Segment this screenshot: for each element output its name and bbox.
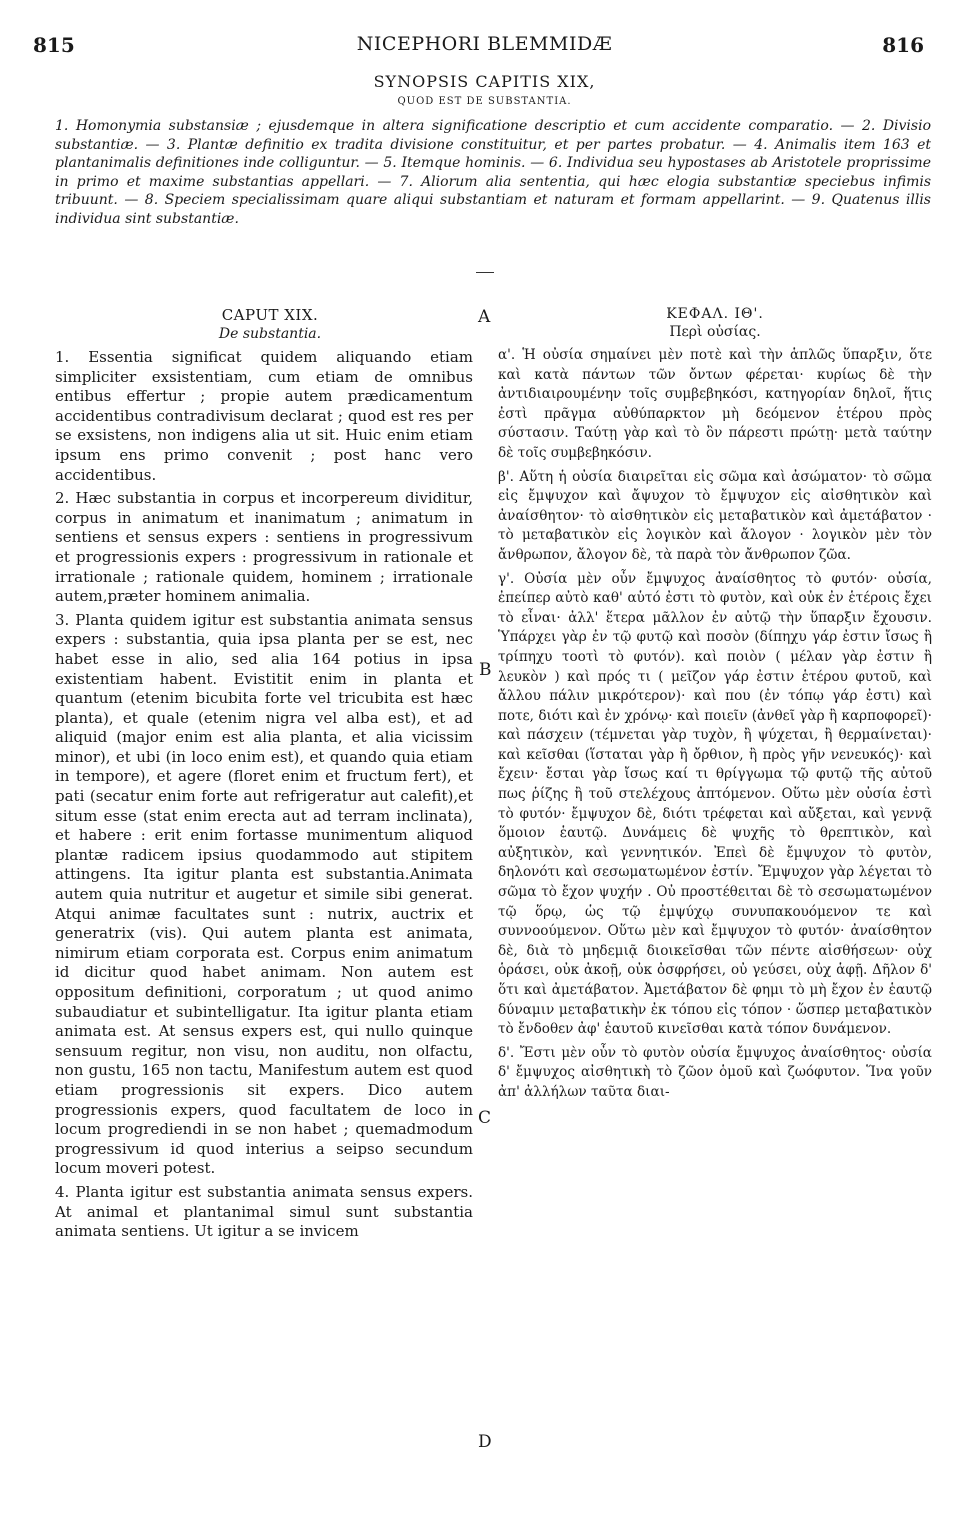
latin-paragraph-3: 3. Planta quidem igitur est substantia animata sensus expers : substantia, quia ipsa planta per se est, nec habet esse in alio, sed alia 164 potius in ipsa existentiam habent. Evistitit enim in planta et quantum (etenim bicubita forte vel tricubita est hæc planta), et quale (etenim nigra vel alba est), et ad aliquid (major enim est alia planta, et alia vicissim minor), et ubi (in loco enim est), et quando quia etiam in tempore), et agere (floret enim et fructum fert), et pati (secatur enim forte aut refrigeratur aut calefit),et situm esse (stat enim erecta aut ad terram inclinata), et habere : erit enim fortasse munimentum aliquod plantæ radicem ipsius quodammodo aut stipitem attingens. Ita igitur planta est substantia.Animata autem quia nutritur et augetur et simile sibi generat. Atqui animæ facultates sunt : nutrix, auctrix et generatrix (vis). Qui autem planta est animata, nimirum etiam corporata est. Corpus enim animatum id dicitur quod habet animam. Non autem est oppositum definitioni, corporatum ; ut quod animo subaudiatur et subintelligatur. Ita igitur planta etiam animata est. At sensus expers est, qui nullo quinque sensuum regitur, non visu, non auditu, non olfactu, non gustu, 165 non tactu, Manifestum autem est quod etiam progressionis sit expers. Dico autem progressionis expers, quod facultatem de loco in locum progrediendi in se non habet ; quemadmodum progressivum id quod interius a seipso secundum locum moveri potest. [55,610,473,1178]
page-number-right: 816 [882,33,924,57]
margin-letter-d: D [478,1432,492,1452]
running-title: NICEPHORI BLEMMIDÆ [356,33,613,55]
greek-paragraph-1: α'. Ἡ οὐσία σημαίνει μὲν ποτὲ καὶ τὴν ἁπλῶς ὕπαρξιν, ὅτε καὶ κατὰ πάντων τῶν ὄντων φέρεται· κυρίως δὲ τὴν ἀντιδιαιρουμένην τοῖς συμβεβηκόσι, κατηγορίαν δηλοῖ, ἥτις ἐστὶ πρᾶγμα αὐθύπαρκτον μὴ δεόμενον ἑτέρου πρὸς σύστασιν. Ταύτῃ γὰρ καὶ τὸ ὂν πάρεστι πρώτῃ· μετὰ ταύτην δὲ τοῖς συμβεβηκόσιν. [498,347,932,461]
synopsis-title: SYNOPSIS CAPITIS XIX, [373,72,596,91]
margin-letter-c: C [478,1108,492,1128]
section-divider [476,272,494,273]
latin-chapter-subtitle: De substantia. [218,326,322,342]
synopsis-subtitle: QUOD EST DE SUBSTANTIA. [397,96,572,107]
page-number-left: 815 [33,33,75,57]
latin-paragraph-4: 4. Planta igitur est substantia animata sensus expers. At animal et plantanimal simul sunt substantia animata sentiens. Ut igitur a se invicem [55,1182,473,1241]
synopsis-text: 1. Homonymia substansiæ ; ejusdemque in altera significatione descriptio et cum accidente comparatio. — 2. Divisio substantiæ. — 3. Plantæ definitio ex tradita divisione constituitur, et per partes probatur. — 4. Animalis item 163 et plantanimalis definitiones inde colliguntur. — 5. Itemque hominis. — 6. Individua seu hypostases ab Aristotele proprissime in primo et maxime substantias appellari. — 7. Aliorum alia sententia, qui hæc elogia substantiæ speciebus infimis tribuunt. — 8. Speciem specialissimam quare aliqui substantiam et naturam et formam appellarint. — 9. Quatenus illis individua sint substantiæ. [55,118,931,227]
greek-paragraph-4: δ'. Ἔστι μὲν οὖν τὸ φυτὸν οὐσία ἔμψυχος ἀναίσθητος· οὐσία δ' ἔμψυχος αἰσθητικὴ τὸ ζῶον ὁμοῦ καὶ ζωόφυτον. Ἵνα γοῦν ἀπ' ἀλλήλων ταῦτα διαι- [498,1044,932,1100]
latin-paragraph-2: 2. Hæc substantia in corpus et incorpereum dividitur, corpus in animatum et inanimatum ; animatum in sentiens et sensus expers : sentiens in progressivum et progressionis expers : progressivum in rationale et irrationale ; rationale quidem, hominem ; irrationale autem,præter hominem animalia. [55,489,473,606]
greek-column [498,306,932,1103]
greek-paragraph-2: β'. Αὕτη ἡ οὐσία διαιρεῖται εἰς σῶμα καὶ ἀσώματον· τὸ σῶμα εἰς ἔμψυχον καὶ ἄψυχον τὸ ἔμψυχον εἰς αἰσθητικὸν καὶ ἀναίσθητον· τὸ αἰσθητικὸν εἰς μεταβατικὸν καὶ ἀμετάβατον · τὸ μεταβατικὸν εἰς λογικὸν καὶ ἄλογον · λογικὸν μὲν τὸν ἄνθρωπον, ἄλογον δὲ, τὰ παρὰ τὸν ἄνθρωπον ζῶα. [498,468,932,563]
latin-paragraph-1: 1. Essentia significat quidem aliquando etiam simpliciter exsistentiam, cum etiam de omnibus entibus effertur ; propie autem prædicamentum accidentibus contradivisum declarat ; quod est res per se exsistens, non indigens alia ut sit. Huic enim etiam ipsum ens primo convenit ; post hanc vero accidentibus. [55,348,473,484]
margin-letter-b: B [479,660,492,680]
margin-letter-a: A [478,307,491,327]
greek-paragraph-3: γ'. Οὐσία μὲν οὖν ἔμψυχος ἀναίσθητος τὸ φυτόν· οὐσία, ἐπείπερ αὐτὸ καθ' αὑτό ἐστι τὸ φυτὸν, καὶ οὐκ ἐν ἑτέροις ἔχει τὸ εἶναι· ἀλλ' ἕτερα μᾶλλον ἐν αὐτῷ τὴν ὕπαρξιν ἔχουσιν. Ὑπάρχει γὰρ ἐν τῷ φυτῷ καὶ ποσὸν (δίπηχυ γάρ ἐστιν ἴσως ἢ τρίπηχυ τοοτὶ τὸ φυτόν). καὶ ποιὸν ( μέλαν γὰρ ἐστιν ἢ λευκὸν ) καὶ πρός τι ( μεῖζον γάρ ἐστιν ἑτέρου φυτοῦ, καὶ ἄλλου πάλιν μικρότερον)· καὶ που (ἐν τόπῳ γάρ ἐστι) καὶ ποτε, διότι καὶ ἐν χρόνῳ· καὶ ποιεῖν (ἀνθεῖ γὰρ ἢ καρποφορεῖ)· καὶ πάσχειν (τέμνεται γὰρ τυχὸν, ἢ ψύχεται, ἢ θερμαίνεται)· καὶ κεῖσθαι (ἵσταται γὰρ ἢ ὄρθιον, ἢ πρὸς γῆν νενευκός)· καὶ ἔχειν· ἔσται γὰρ ἴσως καί τι θρίγγωμα τῷ φυτῷ τῆς αὐτοῦ πως ῥίζης ἢ τοῦ στελέχους ἀπτόμενον. Οὕτω μὲν οὐσία ἐστὶ τὸ φυτόν· ἔμψυχον δὲ, διότι τρέφεται καὶ αὔξεται, καὶ γεννᾷ ὅμοιον ἑαυτῷ. Δυνάμεις δὲ ψυχῆς τὸ θρεπτικὸν, καὶ αὐξητικὸν, καὶ γεννητικόν. Ἐπεὶ δὲ ἔμψυχον τὸ φυτὸν, δηλονότι καὶ σεσωματωμένον ἐστίν. Ἔμψυχον γὰρ λέγεται τὸ σῶμα τὸ ἔχον ψυχήν . Οὐ προστέθειται δὲ τὸ σεσωματωμένον τῷ ὅρῳ, ὡς τῷ ἐμψύχῳ συνυπακουόμενον τε καὶ συννοούμενον. Οὕτω μὲν καὶ ἔμψυχον τὸ φυτόν· ἀναίσθητον δὲ, διὰ τὸ μηδεμιᾷ διοικεῖσθαι τῶν πέντε αἰσθήσεων· οὐχ ὁράσει, οὐκ ἀκοῇ, οὐκ ὀσφρήσει, οὐ γεύσει, οὐχ ἁφῇ. Δῆλον δ' ὅτι καὶ ἀμετάβατον. Ἀμετάβατον δὲ φημι τὸ μὴ ἔχον ἐν ἑαυτῷ δύναμιν μεταβατικὴν ἐκ τόπου εἰς τόπον · ὥσπερ μεταβατικὸν τὸ ἔνδοθεν ἀφ' ἑαυτοῦ κινεῖσθαι κατὰ τόπον δυνάμενον. [498,570,932,1038]
greek-chapter-subtitle: Περὶ οὐσίας. [669,324,761,340]
latin-column [55,306,473,1242]
page-header [0,33,969,63]
latin-chapter-title: CAPUT XIX. [221,306,319,324]
greek-chapter-title: ΚΕΦΑΛ. ΙΘ'. [666,306,764,322]
